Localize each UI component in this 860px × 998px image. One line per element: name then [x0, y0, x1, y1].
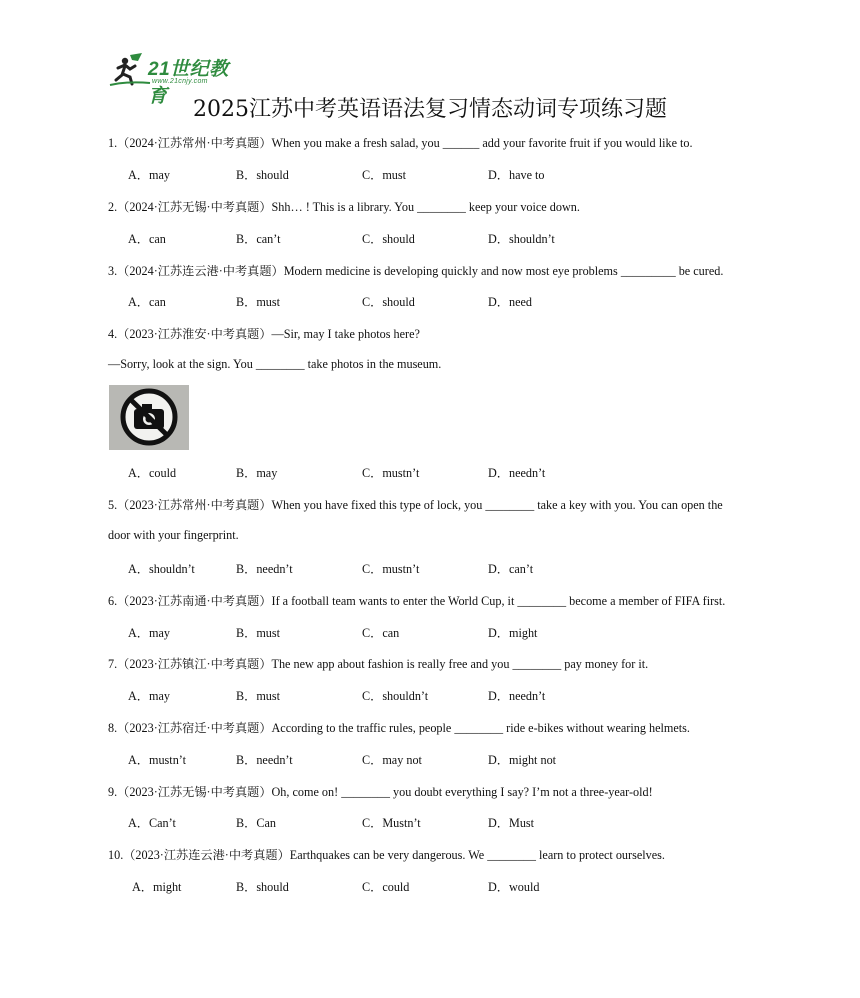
question-3-options: [128, 293, 728, 309]
option-a: A．shouldn’t: [128, 562, 195, 576]
option-a: A．may: [128, 689, 170, 703]
question-4-options: [128, 464, 728, 480]
question-4-stem: 4.（2023·江苏淮安·中考真题）—Sir, may I take photos here?: [108, 327, 420, 341]
option-a: A．can: [128, 232, 166, 246]
option-d: D．needn’t: [488, 466, 546, 480]
option-d: D．can’t: [488, 562, 534, 576]
option-c: C．should: [362, 232, 415, 246]
question-7-stem: 7.（2023·江苏镇江·中考真题）The new app about fashion is really free and you ________ pay money for it.: [108, 657, 649, 671]
option-b: B．must: [236, 689, 281, 703]
option-c: C．mustn’t: [362, 466, 420, 480]
option-c: C．may not: [362, 753, 422, 767]
option-a: A．may: [128, 168, 170, 182]
no-camera-sign-image: [109, 385, 189, 450]
question-1-stem: 1.（2024·江苏常州·中考真题）When you make a fresh salad, you ______ add your favorite fruit if you would like to.: [108, 136, 693, 150]
option-b: B．should: [236, 880, 289, 894]
option-c: C．Mustn’t: [362, 816, 421, 830]
option-d: D．need: [488, 295, 532, 309]
option-b: B．should: [236, 168, 289, 182]
question-6-stem: 6.（2023·江苏南通·中考真题）If a football team wants to enter the World Cup, it ________ become a member of FIFA first.: [108, 594, 726, 608]
question-7-options: [128, 687, 728, 703]
option-b: B．can’t: [236, 232, 281, 246]
option-d: D．Must: [488, 816, 535, 830]
option-c: C．shouldn’t: [362, 689, 429, 703]
question-6-options: [128, 624, 728, 640]
question-2-options: [128, 230, 728, 246]
question-8-stem: 8.（2023·江苏宿迁·中考真题）According to the traffic rules, people ________ ride e-bikes without wearing helmets.: [108, 721, 690, 735]
question-2-stem: 2.（2024·江苏无锡·中考真题）Shh… ! This is a library. You ________ keep your voice down.: [108, 200, 580, 214]
question-8-options: [128, 751, 728, 767]
runner-logo-icon: [108, 52, 152, 88]
option-a: A．mustn’t: [128, 753, 187, 767]
logo-brand-text: 21世纪教育: [148, 59, 229, 107]
question-5-stem: 5.（2023·江苏常州·中考真题）When you have fixed this type of lock, you ________ take a key with you. You can open the: [108, 498, 723, 512]
option-b: B．may: [236, 466, 278, 480]
option-c: C．must: [362, 168, 407, 182]
question-10-options: [132, 878, 732, 894]
option-b: B．needn’t: [236, 562, 293, 576]
logo-url-text: www.21cnjy.com: [152, 78, 208, 85]
option-b: B．must: [236, 626, 281, 640]
page-title: 2025江苏中考英语语法复习情态动词专项练习题: [193, 97, 667, 122]
option-d: D．have to: [488, 168, 545, 182]
question-1-options: [128, 166, 728, 182]
option-c: C．should: [362, 295, 415, 309]
question-10-stem: 10.（2023·江苏连云港·中考真题）Earthquakes can be very dangerous. We ________ learn to protect ourselves.: [108, 848, 665, 862]
option-d: D．shouldn’t: [488, 232, 555, 246]
option-d: D．might: [488, 626, 538, 640]
option-c: C．mustn’t: [362, 562, 420, 576]
no-camera-sign-icon: [109, 385, 189, 450]
option-a: A．may: [128, 626, 170, 640]
option-a: A．might: [132, 880, 182, 894]
option-a: A．Can’t: [128, 816, 176, 830]
question-3-stem: 3.（2024·江苏连云港·中考真题）Modern medicine is developing quickly and now most eye problems _________ be cured.: [108, 264, 724, 278]
option-a: A．can: [128, 295, 166, 309]
option-c: C．can: [362, 626, 400, 640]
option-d: D．would: [488, 880, 540, 894]
option-d: D．needn’t: [488, 689, 546, 703]
option-b: B．needn’t: [236, 753, 293, 767]
option-a: A．could: [128, 466, 177, 480]
question-5-stem-line2: door with your fingerprint.: [108, 528, 239, 542]
option-b: B．must: [236, 295, 281, 309]
option-c: C．could: [362, 880, 410, 894]
question-5-options: [128, 560, 728, 576]
question-4-stem-line2: —Sorry, look at the sign. You ________ take photos in the museum.: [108, 357, 442, 371]
option-d: D．might not: [488, 753, 557, 767]
site-logo: [108, 52, 248, 107]
option-b: B．Can: [236, 816, 276, 830]
question-9-options: [128, 814, 728, 830]
question-9-stem: 9.（2023·江苏无锡·中考真题）Oh, come on! ________ you doubt everything I say? I’m not a three-year-old!: [108, 785, 653, 799]
